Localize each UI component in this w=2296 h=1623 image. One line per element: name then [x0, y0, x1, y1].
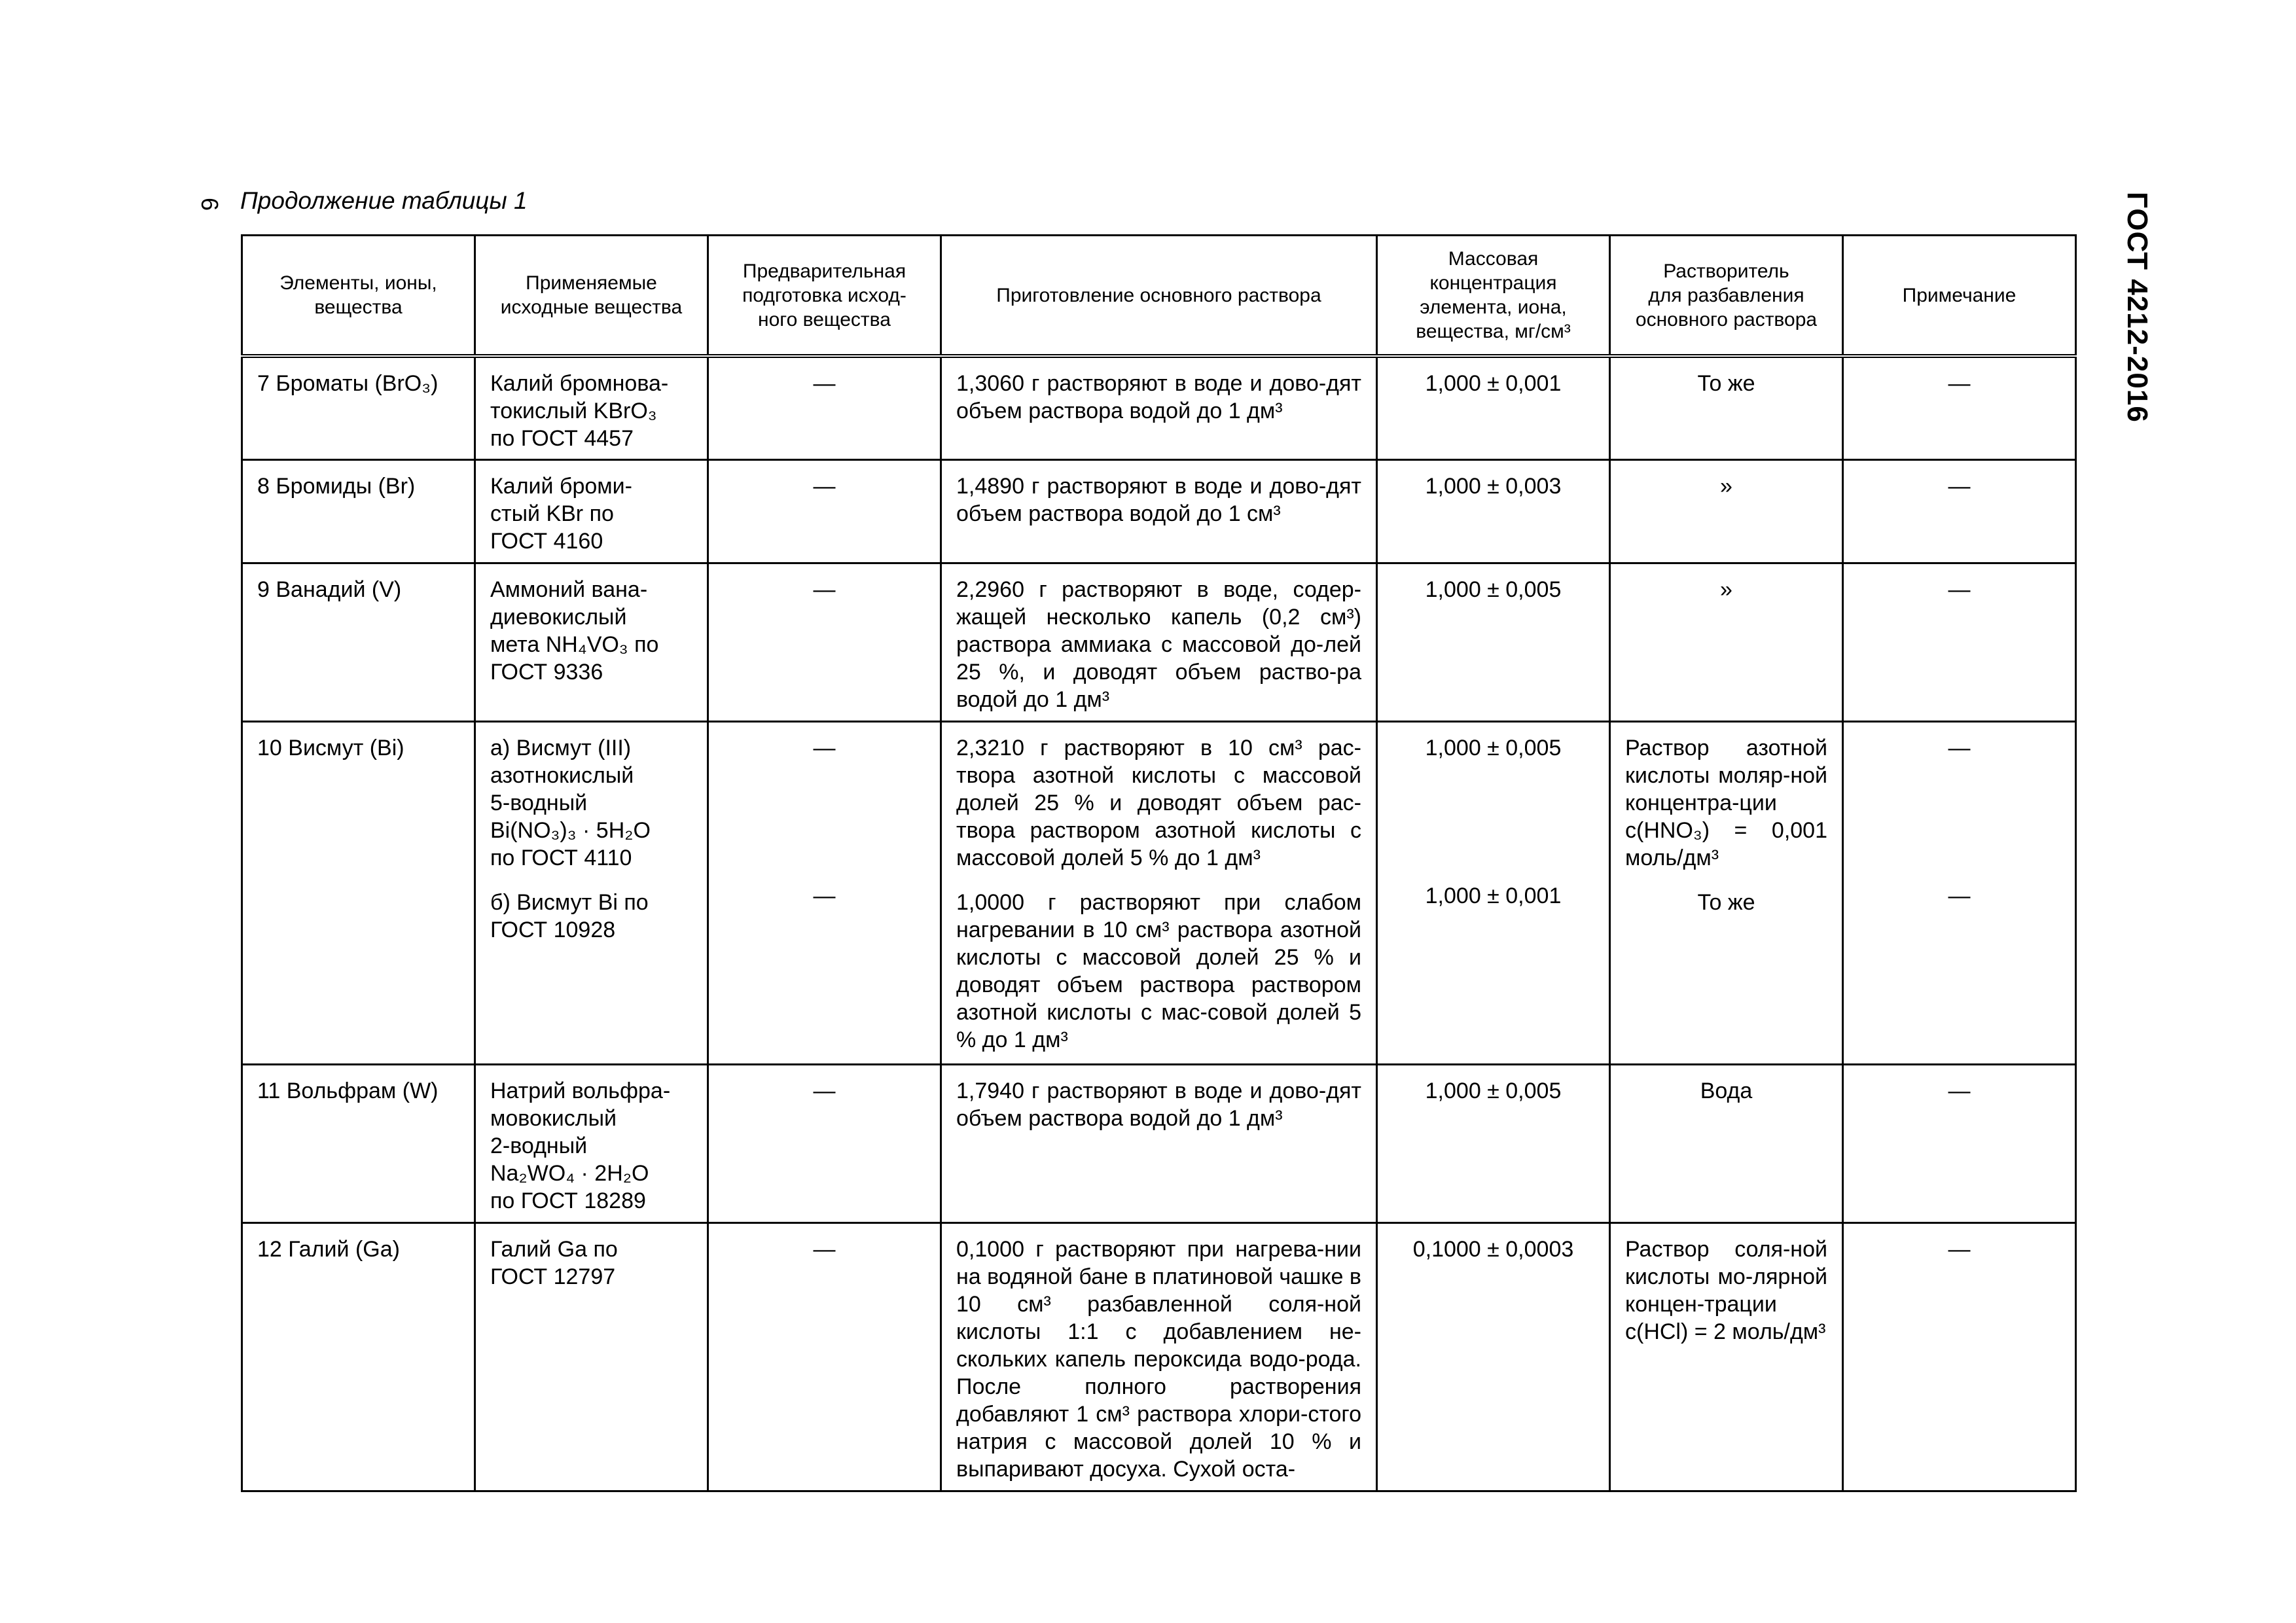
- cell-concentration: 1,000 ± 0,005: [1377, 563, 1610, 721]
- header-concentration: Массовая концентрация элемента, иона, вещества, мг/см³: [1377, 236, 1610, 357]
- preparation-variant-b: 1,0000 г растворяют при слабом нагревании в 10 см³ раствора азотной кислоты с массовой долей 25 % и доводят объем раствора раствором азотной кислоты с мас-совой долей 5 % до 1 дм³: [956, 889, 1361, 1052]
- table-header-row: [242, 236, 2076, 357]
- cell-pretreatment: —: [708, 563, 941, 721]
- cell-note: [1843, 721, 2076, 1064]
- cell-source: Галий Ga по ГОСТ 12797: [475, 1222, 708, 1491]
- cell-note: —: [1843, 563, 2076, 721]
- source-variant-a: а) Висмут (III) азотнокислый 5-водный Bi(NO₃)₃ · 5H₂O по ГОСТ 4110: [490, 735, 651, 870]
- note-variant-b: —: [1948, 883, 1971, 908]
- cell-solvent: »: [1610, 459, 1843, 563]
- header-pretreatment: Предварительная подготовка исход- ного вещества: [708, 236, 941, 357]
- cell-preparation: 1,4890 г растворяют в воде и дово-дят объем раствора водой до 1 см³: [941, 459, 1377, 563]
- page-number: 6: [196, 197, 223, 211]
- header-note: Примечание: [1843, 236, 2076, 357]
- cell-preparation: 1,3060 г растворяют в воде и дово-дят объем раствора водой до 1 дм³: [941, 356, 1377, 459]
- header-source-substances: Применяемые исходные вещества: [475, 236, 708, 357]
- cell-preparation: 0,1000 г растворяют при нагрева-нии на водяной бане в платиновой чашке в 10 см³ разбавленной соля-ной кислоты 1:1 с добавлением не-скольких капель пероксида водо-рода. После полного растворения добавляют 1 см³ раствора хлори-стого натрия с массовой долей 10 % и выпаривают досуха. Сухой оста-: [941, 1222, 1377, 1491]
- cell-note: —: [1843, 356, 2076, 459]
- cell-solvent: »: [1610, 563, 1843, 721]
- cell-preparation: 2,2960 г растворяют в воде, содер-жащей несколько капель (0,2 см³) раствора аммиака с массовой до-лей 25 %, и доводят объем раство-ра водой до 1 дм³: [941, 563, 1377, 721]
- cell-pretreatment: —: [708, 459, 941, 563]
- cell-note: —: [1843, 1222, 2076, 1491]
- reagents-table: [241, 234, 2077, 1492]
- source-variant-b: б) Висмут Bi по ГОСТ 10928: [490, 889, 649, 942]
- table-caption: Продолжение таблицы 1: [240, 187, 528, 214]
- header-solvent: Растворитель для разбавления основного раствора: [1610, 236, 1843, 357]
- table-row: [242, 563, 2076, 721]
- cell-concentration: 0,1000 ± 0,0003: [1377, 1222, 1610, 1491]
- cell-preparation: 1,7940 г растворяют в воде и дово-дят объем раствора водой до 1 дм³: [941, 1064, 1377, 1222]
- cell-source: Калий бромнова- токислый KBrO₃ по ГОСТ 4457: [475, 356, 708, 459]
- cell-concentration: [1377, 721, 1610, 1064]
- cell-source: Натрий вольфра- мовокислый 2-водный Na₂WO₄ · 2H₂O по ГОСТ 18289: [475, 1064, 708, 1222]
- pretreatment-variant-b: —: [813, 883, 836, 908]
- note-variant-a: —: [1948, 735, 1971, 760]
- cell-element: 10 Висмут (Bi): [242, 721, 475, 1064]
- cell-concentration: 1,000 ± 0,005: [1377, 1064, 1610, 1222]
- header-elements: Элементы, ионы, вещества: [242, 236, 475, 357]
- cell-element: 9 Ванадий (V): [242, 563, 475, 721]
- table-row: [242, 1064, 2076, 1222]
- concentration-variant-a: 1,000 ± 0,005: [1425, 735, 1562, 760]
- table-row: [242, 356, 2076, 459]
- solvent-variant-b: То же: [1697, 889, 1755, 915]
- cell-element: 12 Галий (Ga): [242, 1222, 475, 1491]
- cell-pretreatment: —: [708, 1222, 941, 1491]
- preparation-variant-a: 2,3210 г растворяют в 10 см³ рас-твора азотной кислоты с массовой долей 25 % и доводят объем рас-твора раствором азотной кислоты с массовой долей 5 % до 1 дм³: [956, 735, 1361, 870]
- cell-pretreatment: —: [708, 1064, 941, 1222]
- solvent-variant-a: Раствор азотной кислоты моляр-ной концентра-ции c(HNO₃) = 0,001 моль/дм³: [1625, 735, 1827, 870]
- cell-source: Калий броми- стый KBr по ГОСТ 4160: [475, 459, 708, 563]
- standard-title: ГОСТ 4212-2016: [2121, 192, 2153, 423]
- cell-source: Аммоний вана- диевокислый мета NH₄VO₃ по ГОСТ 9336: [475, 563, 708, 721]
- header-preparation: Приготовление основного раствора: [941, 236, 1377, 357]
- cell-concentration: 1,000 ± 0,003: [1377, 459, 1610, 563]
- cell-pretreatment: [708, 721, 941, 1064]
- cell-preparation: [941, 721, 1377, 1064]
- pretreatment-variant-a: —: [813, 735, 836, 760]
- cell-concentration: 1,000 ± 0,001: [1377, 356, 1610, 459]
- table-row: [242, 721, 2076, 1064]
- cell-solvent: Раствор соля-ной кислоты мо-лярной концен-трации c(HCl) = 2 моль/дм³: [1610, 1222, 1843, 1491]
- cell-solvent: Вода: [1610, 1064, 1843, 1222]
- cell-solvent: То же: [1610, 356, 1843, 459]
- cell-note: —: [1843, 1064, 2076, 1222]
- cell-solvent: [1610, 721, 1843, 1064]
- cell-element: 7 Броматы (BrO₃): [242, 356, 475, 459]
- cell-element: 8 Бромиды (Br): [242, 459, 475, 563]
- concentration-variant-b: 1,000 ± 0,001: [1425, 883, 1562, 908]
- cell-source: [475, 721, 708, 1064]
- cell-pretreatment: —: [708, 356, 941, 459]
- cell-element: 11 Вольфрам (W): [242, 1064, 475, 1222]
- cell-note: —: [1843, 459, 2076, 563]
- table-row: [242, 1222, 2076, 1491]
- table-row: [242, 459, 2076, 563]
